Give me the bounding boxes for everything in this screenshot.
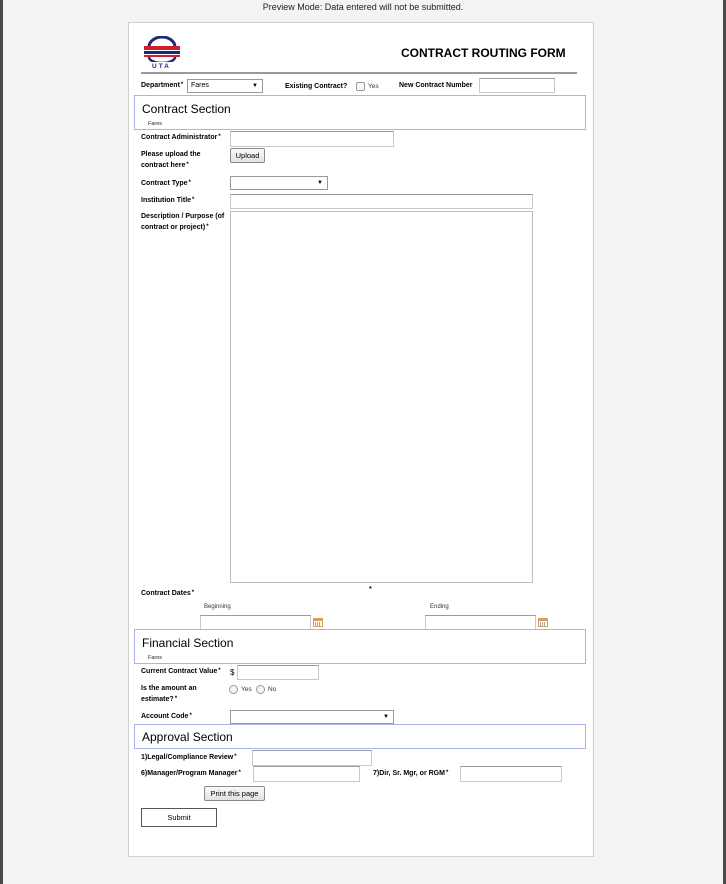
manager-input[interactable] — [253, 766, 360, 782]
beginning-date-input[interactable] — [200, 615, 311, 630]
chevron-down-icon: ▼ — [317, 180, 323, 186]
financial-section-subtitle: Fares — [148, 655, 163, 661]
contract-type-select[interactable] — [230, 176, 328, 190]
existing-contract-label: Existing Contract? — [285, 83, 348, 90]
chevron-down-icon: ▼ — [252, 83, 258, 89]
contract-type-label: Contract Type* — [141, 180, 191, 187]
header-divider — [141, 72, 577, 74]
print-button[interactable]: Print this page — [204, 786, 265, 801]
currency-symbol: $ — [230, 668, 235, 677]
uta-logo — [143, 36, 181, 72]
description-label: Description / Purpose (of contract or project)* — [141, 213, 225, 231]
upload-button[interactable]: Upload — [230, 148, 265, 163]
contract-administrator-input[interactable] — [230, 131, 394, 147]
contract-routing-form — [128, 22, 594, 857]
uta-logo-text: UTA — [152, 63, 171, 70]
existing-contract-checkbox[interactable] — [356, 82, 365, 91]
window-left-edge — [0, 0, 3, 884]
new-contract-number-input[interactable] — [479, 78, 555, 93]
legal-review-label: 1)Legal/Compliance Review* — [141, 754, 237, 761]
contract-section-title: Contract Section — [142, 102, 231, 116]
director-label: 7)Dir, Sr. Mgr, or RGM* — [373, 770, 449, 777]
upload-label: Please upload the contract here* — [141, 151, 201, 169]
estimate-label: Is the amount an estimate?* — [141, 685, 197, 703]
manager-label: 6)Manager/Program Manager* — [141, 770, 241, 777]
contract-dates-label: Contract Dates* — [141, 590, 195, 597]
existing-contract-yes-label: Yes — [368, 83, 379, 90]
ending-date-input[interactable] — [425, 615, 536, 630]
calendar-icon[interactable] — [313, 618, 323, 627]
calendar-icon[interactable] — [538, 618, 548, 627]
contract-administrator-label: Contract Administrator* — [141, 134, 221, 141]
current-value-input[interactable] — [237, 665, 319, 680]
contract-section-subtitle: Fares — [148, 121, 163, 127]
institution-title-input[interactable] — [230, 194, 533, 209]
legal-review-input[interactable] — [252, 750, 372, 766]
ending-label: Ending — [430, 604, 449, 610]
account-code-select[interactable] — [230, 710, 394, 724]
approval-section-header — [134, 724, 586, 749]
submit-button[interactable]: Submit — [141, 808, 217, 827]
director-input[interactable] — [460, 766, 562, 782]
estimate-yes-label: Yes — [241, 686, 252, 693]
description-textarea[interactable] — [230, 211, 533, 583]
estimate-yes-radio[interactable] — [229, 685, 238, 694]
department-select[interactable]: Fares ▼ — [187, 79, 263, 93]
department-label: Department* — [141, 82, 184, 89]
uta-logo-icon — [143, 36, 181, 62]
contract-section-header — [134, 95, 586, 130]
form-title: CONTRACT ROUTING FORM — [401, 46, 566, 60]
new-contract-number-label: New Contract Number — [399, 82, 473, 89]
current-value-label: Current Contract Value* — [141, 668, 221, 675]
beginning-label: Beginning — [204, 604, 231, 610]
financial-section-title: Financial Section — [142, 636, 234, 650]
approval-section-title: Approval Section — [142, 730, 233, 744]
financial-section-header — [134, 629, 586, 664]
chevron-down-icon: ▼ — [383, 714, 389, 720]
institution-title-label: Institution Title* — [141, 197, 195, 204]
estimate-no-label: No — [268, 686, 277, 693]
estimate-no-radio[interactable] — [256, 685, 265, 694]
required-marker: * — [369, 586, 372, 593]
account-code-label: Account Code* — [141, 713, 192, 720]
preview-banner: Preview Mode: Data entered will not be submitted. — [262, 2, 464, 12]
